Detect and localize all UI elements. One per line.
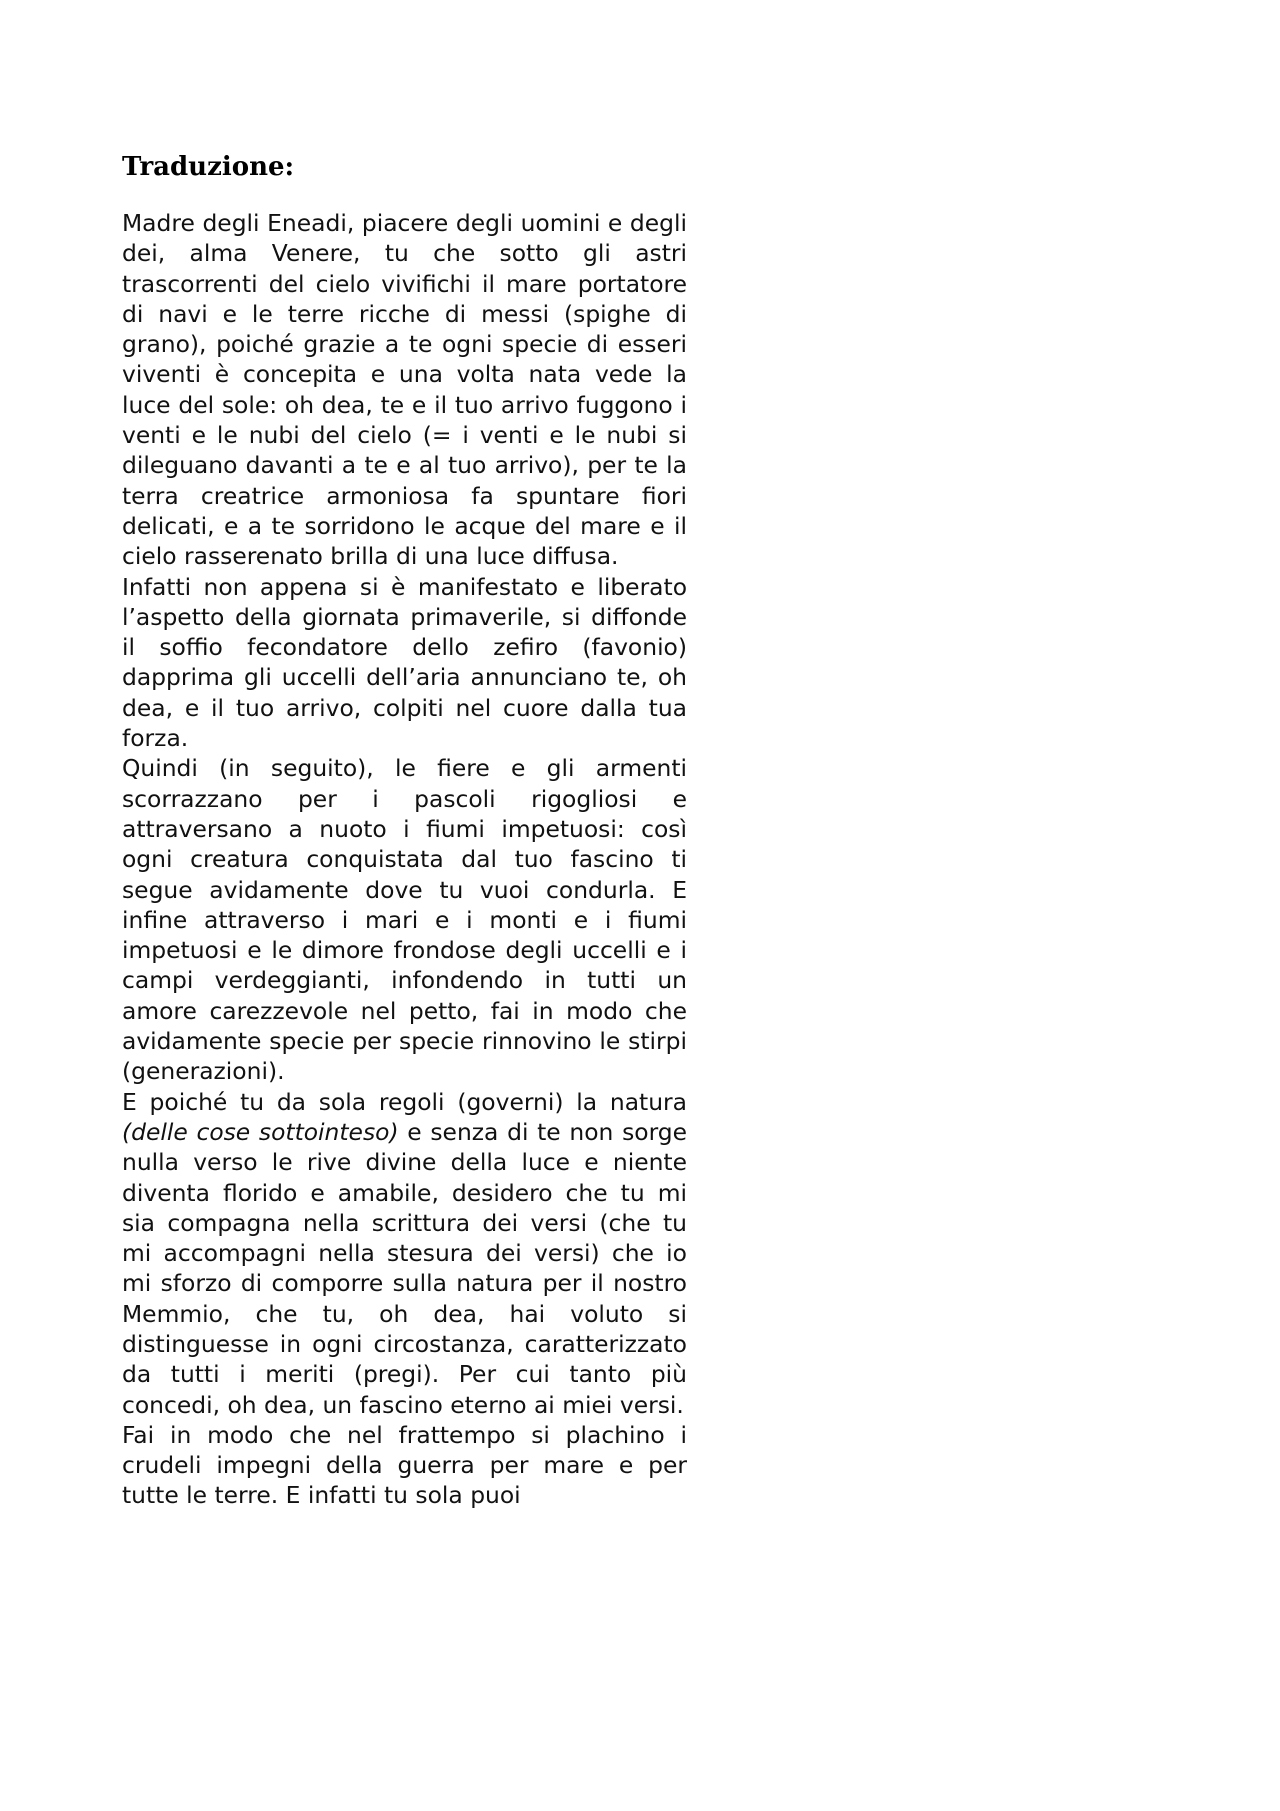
paragraph-4-start: E poiché tu da sola regoli (governi) la natura bbox=[122, 1087, 687, 1116]
paragraph-4 bbox=[122, 1087, 687, 1420]
translation-body bbox=[122, 208, 687, 1511]
section-heading: Traduzione: bbox=[122, 152, 295, 182]
paragraph-4-end: e senza di te non sorge nulla verso le rive divine della luce e niente diventa florido e amabile, desidero che tu mi sia compagna nella scrittura dei versi (che tu mi accompagni nella stesura dei versi) che io mi sforzo di comporre sulla natura per il nostro Memmio, che tu, oh dea, hai voluto si distinguesse in ogni circostanza, caratterizzato da tutti i meriti (pregi). Per cui tanto più concedi, oh dea, un fascino eterno ai miei versi. bbox=[122, 1117, 688, 1419]
paragraph-4-italic-note: (delle cose sottointeso) bbox=[122, 1117, 399, 1146]
paragraph-3: Quindi (in seguito), le fiere e gli armenti scorrazzano per i pascoli rigogliosi e attraversano a nuoto i fiumi impetuosi: così ogni creatura conquistata dal tuo fascino ti segue avidamente dove tu vuoi condurla. E infine attraverso i mari e i monti e i fiumi impetuosi e le dimore frondose degli uccelli e i campi verdeggianti, infondendo in tutti un amore carezzevole nel petto, fai in modo che avidamente specie per specie rinnovino le stirpi (generazioni). bbox=[122, 754, 687, 1086]
paragraph-2: Infatti non appena si è manifestato e liberato l’aspetto della giornata primaverile, si diffonde il soffio fecondatore dello zefiro (favonio) dapprima gli uccelli dell’aria annunciano te, oh dea, e il tuo arrivo, colpiti nel cuore dalla tua forza. bbox=[122, 572, 687, 753]
paragraph-1: Madre degli Eneadi, piacere degli uomini e degli dei, alma Venere, tu che sotto gli astri trascorrenti del cielo vivifichi il mare portatore di navi e le terre ricche di messi (spighe di grano), poiché grazie a te ogni specie di esseri viventi è concepita e una volta nata vede la luce del sole: oh dea, te e il tuo arrivo fuggono i venti e le nubi del cielo (= i venti e le nubi si dileguano davanti a te e al tuo arrivo), per te la terra creatrice armoniosa fa spuntare fiori delicati, e a te sorridono le acque del mare e il cielo rasserenato brilla di una luce diffusa. bbox=[122, 209, 687, 571]
paragraph-5: Fai in modo che nel frattempo si plachino i crudeli impegni della guerra per mare e per tutte le terre. E infatti tu sola puoi bbox=[122, 1420, 687, 1510]
